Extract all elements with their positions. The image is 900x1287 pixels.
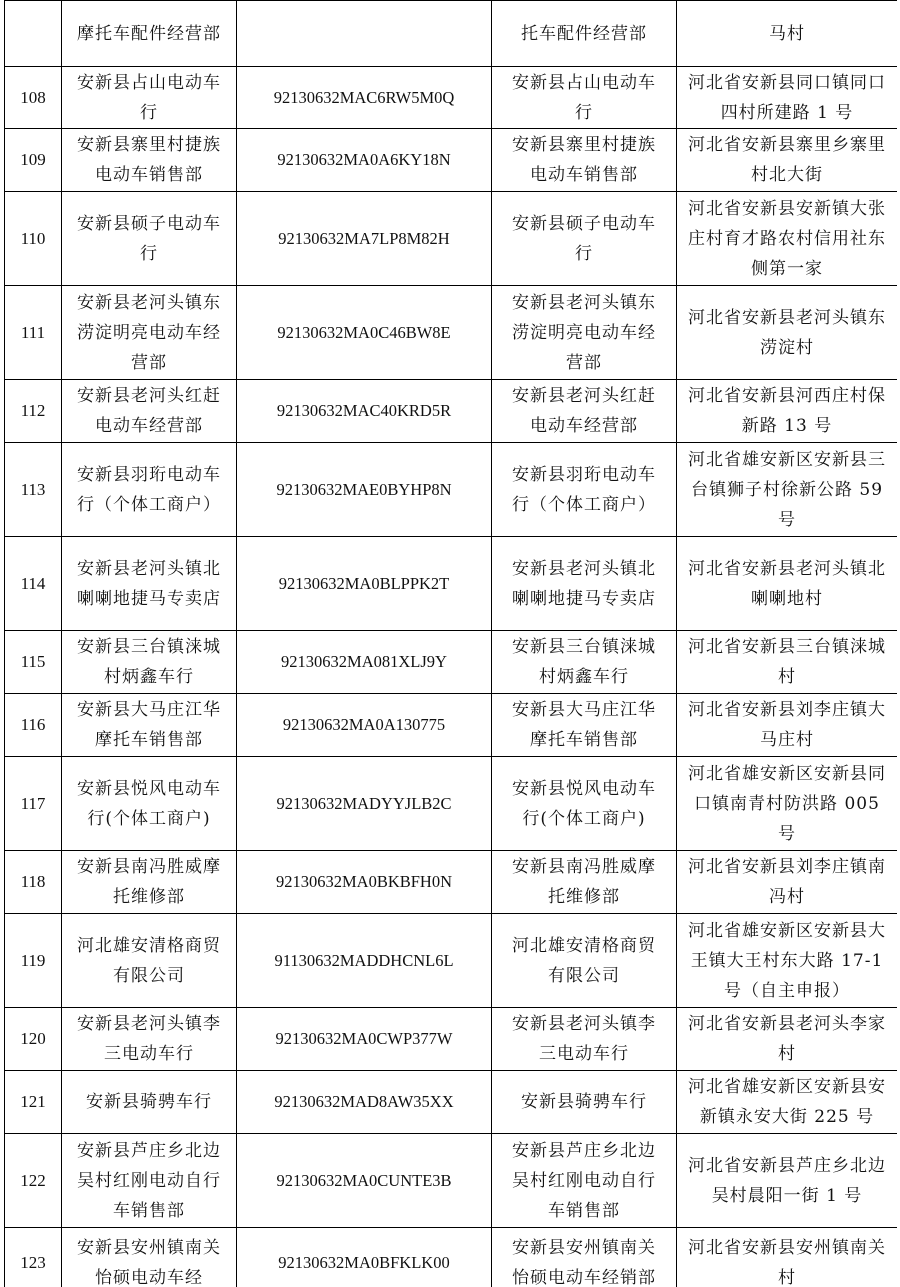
- cell-business-name: 安新县老河头镇李三电动车行: [62, 1008, 237, 1071]
- table-row: [5, 67, 898, 129]
- cell-number: 115: [5, 631, 62, 694]
- cell-registered-name: 安新县老河头红赶电动车经营部: [492, 380, 677, 443]
- cell-credit-code: 92130632MA081XLJ9Y: [237, 631, 492, 694]
- cell-business-name: 安新县羽珩电动车行（个体工商户）: [62, 443, 237, 537]
- table-row: [5, 851, 898, 914]
- cell-registered-name: 安新县占山电动车行: [492, 67, 677, 129]
- cell-credit-code: 92130632MA0C46BW8E: [237, 286, 492, 380]
- cell-registered-name: 安新县大马庄江华摩托车销售部: [492, 694, 677, 757]
- cell-credit-code: 92130632MA0BLPPK2T: [237, 537, 492, 631]
- cell-registered-name: 安新县老河头镇东涝淀明亮电动车经营部: [492, 286, 677, 380]
- cell-address: 河北省安新县芦庄乡北边吴村晨阳一街 1 号: [677, 1134, 898, 1228]
- cell-address: 河北省安新县三台镇涞城村: [677, 631, 898, 694]
- table-row: [5, 631, 898, 694]
- cell-address: 河北省安新县刘李庄镇大马庄村: [677, 694, 898, 757]
- cell-address: 河北省安新县寨里乡寨里村北大街: [677, 129, 898, 192]
- cell-number: [5, 1, 62, 67]
- cell-credit-code: [237, 1, 492, 67]
- cell-number: 110: [5, 192, 62, 286]
- cell-registered-name: 安新县老河头镇李三电动车行: [492, 1008, 677, 1071]
- cell-address: 河北省安新县安州镇南关村: [677, 1228, 898, 1287]
- cell-credit-code: 92130632MA7LP8M82H: [237, 192, 492, 286]
- cell-number: 109: [5, 129, 62, 192]
- cell-number: 119: [5, 914, 62, 1008]
- cell-credit-code: 92130632MA0A6KY18N: [237, 129, 492, 192]
- cell-number: 120: [5, 1008, 62, 1071]
- cell-number: 121: [5, 1071, 62, 1134]
- cell-number: 123: [5, 1228, 62, 1287]
- cell-address: 河北省安新县刘李庄镇南冯村: [677, 851, 898, 914]
- cell-registered-name: 安新县悦风电动车行(个体工商户): [492, 757, 677, 851]
- cell-address: 河北省雄安新区安新县大王镇大王村东大路 17-1 号（自主申报）: [677, 914, 898, 1008]
- cell-credit-code: 92130632MAC40KRD5R: [237, 380, 492, 443]
- cell-address: 河北省雄安新区安新县三台镇狮子村徐新公路 59 号: [677, 443, 898, 537]
- cell-registered-name: 安新县南冯胜威摩托维修部: [492, 851, 677, 914]
- table-row: [5, 694, 898, 757]
- cell-address: 河北省安新县老河头镇北喇喇地村: [677, 537, 898, 631]
- cell-registered-name: 托车配件经营部: [492, 1, 677, 67]
- cell-business-name: 安新县芦庄乡北边吴村红刚电动自行车销售部: [62, 1134, 237, 1228]
- cell-business-name: 安新县大马庄江华摩托车销售部: [62, 694, 237, 757]
- cell-credit-code: 92130632MA0BFKLK00: [237, 1228, 492, 1287]
- cell-business-name: 安新县三台镇涞城村炳鑫车行: [62, 631, 237, 694]
- cell-registered-name: 安新县三台镇涞城村炳鑫车行: [492, 631, 677, 694]
- cell-number: 112: [5, 380, 62, 443]
- cell-address: 河北省雄安新区安新县同口镇南青村防洪路 005 号: [677, 757, 898, 851]
- table-row: [5, 1008, 898, 1071]
- cell-registered-name: 安新县羽珩电动车行（个体工商户）: [492, 443, 677, 537]
- table-row: [5, 757, 898, 851]
- table-row: [5, 129, 898, 192]
- cell-address: 河北省安新县老河头李家村: [677, 1008, 898, 1071]
- cell-registered-name: 安新县硕子电动车行: [492, 192, 677, 286]
- cell-address: 河北省安新县老河头镇东涝淀村: [677, 286, 898, 380]
- cell-credit-code: 92130632MA0A130775: [237, 694, 492, 757]
- cell-credit-code: 92130632MA0CUNTE3B: [237, 1134, 492, 1228]
- cell-business-name: 安新县寨里村捷族电动车销售部: [62, 129, 237, 192]
- cell-number: 118: [5, 851, 62, 914]
- cell-registered-name: 安新县安州镇南关怡硕电动车经销部: [492, 1228, 677, 1287]
- cell-registered-name: 河北雄安清格商贸有限公司: [492, 914, 677, 1008]
- cell-registered-name: 安新县老河头镇北喇喇地捷马专卖店: [492, 537, 677, 631]
- cell-address: 河北省安新县河西庄村保新路 13 号: [677, 380, 898, 443]
- cell-business-name: 河北雄安清格商贸有限公司: [62, 914, 237, 1008]
- cell-number: 114: [5, 537, 62, 631]
- cell-business-name: 安新县骑骋车行: [62, 1071, 237, 1134]
- cell-business-name: 安新县老河头镇北喇喇地捷马专卖店: [62, 537, 237, 631]
- cell-number: 116: [5, 694, 62, 757]
- table-row: [5, 443, 898, 537]
- table-body: [5, 1, 898, 1287]
- cell-registered-name: 安新县骑骋车行: [492, 1071, 677, 1134]
- table-row: [5, 914, 898, 1008]
- cell-number: 113: [5, 443, 62, 537]
- cell-credit-code: 92130632MA0CWP377W: [237, 1008, 492, 1071]
- cell-business-name: 安新县安州镇南关怡硕电动车经: [62, 1228, 237, 1287]
- cell-business-name: 安新县硕子电动车行: [62, 192, 237, 286]
- registry-table-page: [4, 0, 897, 1287]
- cell-business-name: 安新县南冯胜威摩托维修部: [62, 851, 237, 914]
- cell-number: 122: [5, 1134, 62, 1228]
- table-row: [5, 286, 898, 380]
- table-row: [5, 192, 898, 286]
- table-row: [5, 1134, 898, 1228]
- cell-credit-code: 91130632MADDHCNL6L: [237, 914, 492, 1008]
- table-row: [5, 1, 898, 67]
- cell-address: 河北省安新县安新镇大张庄村育才路农村信用社东侧第一家: [677, 192, 898, 286]
- table-row: [5, 1228, 898, 1287]
- cell-number: 117: [5, 757, 62, 851]
- business-registry-table: [4, 0, 897, 1287]
- cell-credit-code: 92130632MAC6RW5M0Q: [237, 67, 492, 129]
- cell-number: 108: [5, 67, 62, 129]
- cell-credit-code: 92130632MAD8AW35XX: [237, 1071, 492, 1134]
- cell-business-name: 安新县占山电动车行: [62, 67, 237, 129]
- table-row: [5, 380, 898, 443]
- cell-business-name: 安新县悦风电动车行(个体工商户): [62, 757, 237, 851]
- cell-address: 河北省雄安新区安新县安新镇永安大街 225 号: [677, 1071, 898, 1134]
- table-row: [5, 1071, 898, 1134]
- cell-credit-code: 92130632MADYYJLB2C: [237, 757, 492, 851]
- table-row: [5, 537, 898, 631]
- cell-address: 马村: [677, 1, 898, 67]
- cell-registered-name: 安新县芦庄乡北边吴村红刚电动自行车销售部: [492, 1134, 677, 1228]
- cell-address: 河北省安新县同口镇同口四村所建路 1 号: [677, 67, 898, 129]
- cell-credit-code: 92130632MA0BKBFH0N: [237, 851, 492, 914]
- cell-credit-code: 92130632MAE0BYHP8N: [237, 443, 492, 537]
- cell-registered-name: 安新县寨里村捷族电动车销售部: [492, 129, 677, 192]
- cell-number: 111: [5, 286, 62, 380]
- cell-business-name: 安新县老河头镇东涝淀明亮电动车经营部: [62, 286, 237, 380]
- cell-business-name: 安新县老河头红赶电动车经营部: [62, 380, 237, 443]
- cell-business-name: 摩托车配件经营部: [62, 1, 237, 67]
